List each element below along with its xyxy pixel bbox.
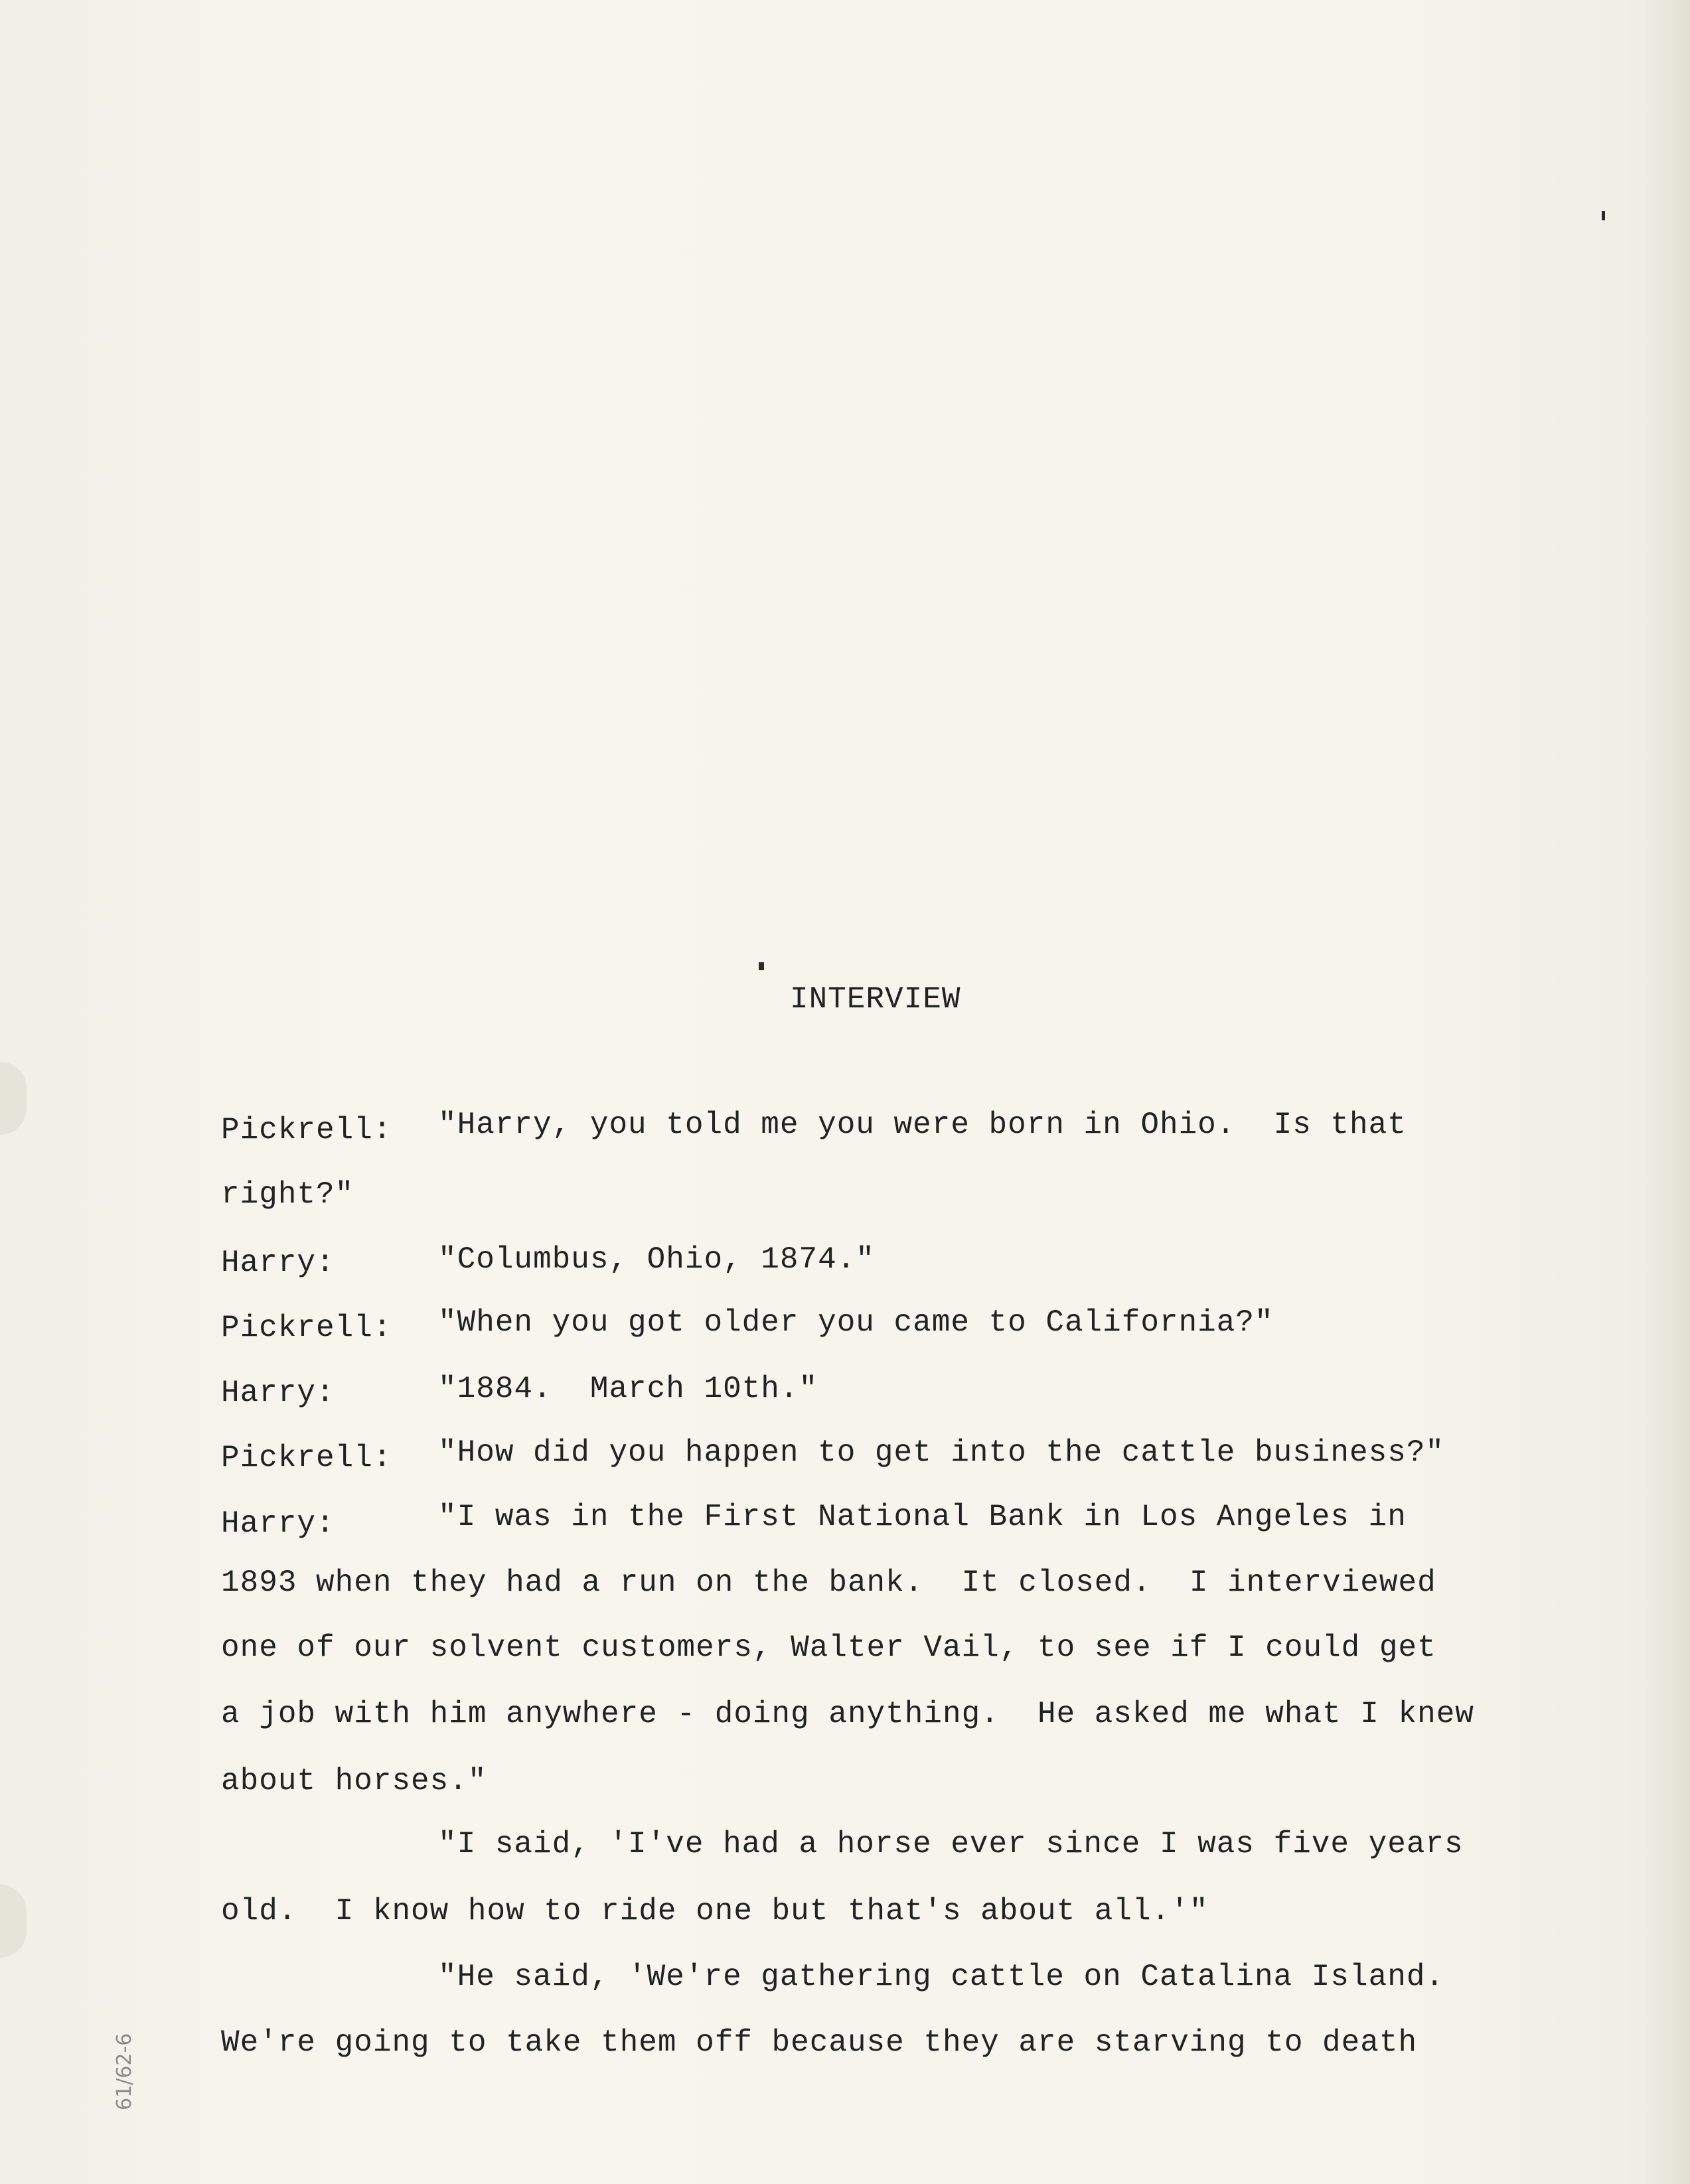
- document-title: INTERVIEW: [790, 982, 961, 1017]
- dialogue-line: We're going to take them off because they are starving to death: [221, 2025, 1418, 2060]
- dialogue-line: "1884. March 10th.": [438, 1372, 818, 1406]
- dialogue-line: "Harry, you told me you were born in Ohio. Is that: [438, 1108, 1407, 1142]
- speaker-label: Pickrell:: [221, 1441, 392, 1475]
- dialogue-line: "How did you happen to get into the cattle business?": [438, 1435, 1445, 1470]
- dialogue-line: "I said, 'I've had a horse ever since I was five years: [438, 1827, 1464, 1861]
- dialogue-line: about horses.": [221, 1764, 487, 1798]
- speaker-label: Harry:: [221, 1376, 335, 1410]
- page-edge-shadow: [1644, 0, 1690, 2184]
- dialogue-line: 1893 when they had a run on the bank. It closed. I interviewed: [221, 1565, 1436, 1600]
- speaker-label: Pickrell:: [221, 1113, 392, 1147]
- speck-mark: [1602, 211, 1605, 220]
- dialogue-line: "When you got older you came to California?": [438, 1305, 1274, 1340]
- dialogue-line: one of our solvent customers, Walter Vail, to see if I could get: [221, 1631, 1436, 1665]
- handwritten-margin-note: 61/62-6: [113, 2033, 136, 2110]
- dialogue-line: "I was in the First National Bank in Los Angeles in: [438, 1500, 1407, 1534]
- punch-hole-mark: [0, 1062, 27, 1135]
- punch-hole-mark: [0, 1885, 27, 1958]
- speaker-label: Harry:: [221, 1246, 335, 1280]
- speaker-label: Harry:: [221, 1506, 335, 1541]
- dialogue-line: "Columbus, Ohio, 1874.": [438, 1242, 875, 1277]
- dialogue-line: "He said, 'We're gathering cattle on Catalina Island.: [438, 1960, 1445, 1994]
- speck-mark: [759, 962, 764, 970]
- speaker-label: Pickrell:: [221, 1311, 392, 1345]
- dialogue-line: a job with him anywhere - doing anything. He asked me what I knew: [221, 1697, 1474, 1731]
- dialogue-line: old. I know how to ride one but that's about all.'": [221, 1894, 1209, 1929]
- dialogue-line: right?": [221, 1177, 354, 1212]
